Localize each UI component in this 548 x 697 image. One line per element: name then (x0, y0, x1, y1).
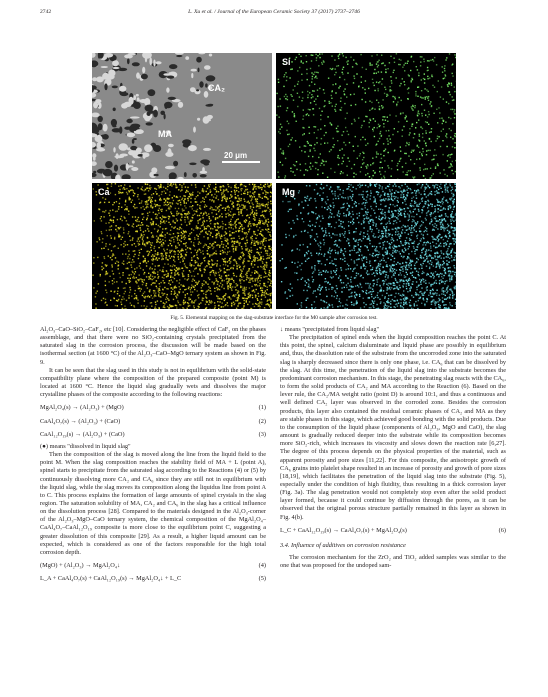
equation-3: CaAl₁₂O₁₉(s) → (Al₂O₃) + (CaO) (3) (40, 430, 266, 438)
paragraph: Al₂O₃–CaO–SiO₂–CaF₂, etc [10]. Considering the negligible effect of CaF₂ on the phases assemblage, and that there were no SiO₂-containing crystals precipitated from the saturated slag in the corrosion process, the discussion will be made based on the isothermal section (at 1600 °C) of the Al₂O₃–CaO–MgO ternary system as shown in Fig. 9. (40, 326, 266, 366)
si-label: Si (282, 57, 291, 67)
si-map (276, 53, 456, 179)
left-column (40, 326, 266, 587)
page-header (40, 9, 508, 21)
mg-map-panel (276, 183, 456, 309)
equation-4: (MgO) + (Al₂O₃) → MgAl₂O₄↓ (4) (40, 562, 266, 570)
figure-caption: Fig. 5. Elemental mapping on the slag-substrate interface for the M0 sample after corrosion test. (170, 315, 378, 321)
notation-note: ↓ means "precipitated from liquid slag" (280, 326, 380, 333)
paragraph: The precipitation of spinel ends when the liquid composition reaches the point C. At this point, the spinel, calcium dialuminate and liquid phase are possibly in equilibrium and, thus, the dissolution rate of the substrate from the uncorroded zone into the saturated slag is sharply decreased since there is only one phase, i.e. CA₆ that can be dissolved by the slag. At this time, the penetration of the liquid slag into the substrate becomes the predominant corrosion mechanism. In this stage, the penetrating slag reacts with the CA₆, to form the solid products of CA₂ and MA according to the Reaction (6). Based on the lever rule, the CA₂/MA weight ratio (point D) is around 10:1, and thus a continuous and well defined CA₂ layer was observed in the corroded zone. Besides the corrosion products, this layer also contained the residual ceramic phases of CA₂ and MA as they are stable phases in this stage, which achieved good bonding with the solid products. Due to the consumption of the liquid phase (components of Al₂O₃, MgO and CaO), the slag amount is gradually reduced deeper into the substrate while its composition becomes more SiO₂-rich, which increases its viscosity and slows down the reaction rate [6,27]. The degree of this process depends on the physical properties of the material, such as apparent porosity and pore sizes [11,22]. For this composite, the anisotropic growth of CA₆ grains into platelet shape resulted in an increase of porosity and growth of pore sizes [18,19], which facilitates the penetration of the liquid slag into the substrate (Fig. 5), especially under the condition of high fluidity, thus resulting in a thick corrosion layer (Fig. 3a). The slag penetration would not completely stop even after the solid product layer formed, because it could continue by diffusion through the pores, as it can be observed that the original porous structure partially remained in this layer as shown in Fig. 4(b). (280, 334, 506, 521)
si-map-panel (276, 53, 456, 179)
notation-note: (●) means "dissolved in liquid slag" (40, 442, 131, 450)
equation-1: MgAl₂O₄(s) → (Al₂O₃) + (MgO) (1) (40, 404, 266, 412)
section-heading: 3.4. Influence of additives on corrosion resistance (280, 541, 406, 549)
equation-5: L_A + CaAl₄O₇(s) + CaAl₁₂O₁₉(s) → MgAl₂O₄↓ + L_C (5) (40, 575, 266, 583)
paragraph: Then the composition of the slag is moved along the line from the liquid field to the point M. When the slag composition reaches the stability field of MA + L (point A), spinel starts to precipitate from the saturated slag according to the Reactions (4) or (5) by continuously dissolving more CA₂ and CA₆ since they are still not in equilibrium with the liquid slag, while the slag moves its composition along the liquidus line from point A to C. This process explains the formation of large amounts of spinel crystals in the slag region. The saturation solubility of MA, CA₂ and CA₆ in the slag has a critical influence on the dissolution process [28]. Compared to the materials designed in the Al₂O₃-corner of the Al₂O₃–MgO–CaO ternary system, the chemical composition of the MgAl₂O₄–CaAl₄O₇–CaAl₁₂O₁₉ composite is more close to the equilibrium point C, suggesting a greater dissolution of this composite [29]. As a result, a higher liquid amount can be expected, which is considered as one of the factors responsible for the high total corrosion depth. (40, 451, 266, 556)
figure-elemental-mapping (92, 53, 456, 309)
scale-bar-label: 20 μm (224, 151, 248, 160)
mg-map (276, 183, 456, 309)
page-number: 2742 (40, 9, 52, 15)
paragraph: It can be seen that the slag used in this study is not in equilibrium with the solid-state compatibility plane where the composition of the prepared composite (point M) is located at 1600 °C. Hence the liquid slag gradually wets and dissolves the major crystalline phases of the composite according to the following reactions: (40, 366, 266, 399)
ca-map-panel (92, 183, 272, 309)
ca-map (92, 183, 272, 309)
ca-label: Ca (98, 187, 110, 197)
ma-annotation: MA (158, 129, 172, 139)
paragraph: The corrosion mechanism for the ZrO₂ and TiO₂ added samples was similar to the one that was proposed for the undoped sam- (280, 554, 506, 570)
journal-running-title: L. Xu et al. / Journal of the European Ceramic Society 37 (2017) 2737–2746 (188, 9, 360, 15)
equation-2: CaAl₄O₇(s) → (Al₂O₃) + (CaO) (2) (40, 417, 266, 425)
mg-label: Mg (282, 187, 295, 197)
equation-6: L_C + CaAl₁₂O₁₉(s) → CaAl₄O₇(s) + MgAl₂O₄(s) (6) (280, 526, 506, 534)
sem-image-panel (92, 53, 272, 179)
sem-image (92, 53, 272, 179)
right-column (280, 326, 506, 570)
ca2-annotation: CA₂ (208, 83, 225, 93)
